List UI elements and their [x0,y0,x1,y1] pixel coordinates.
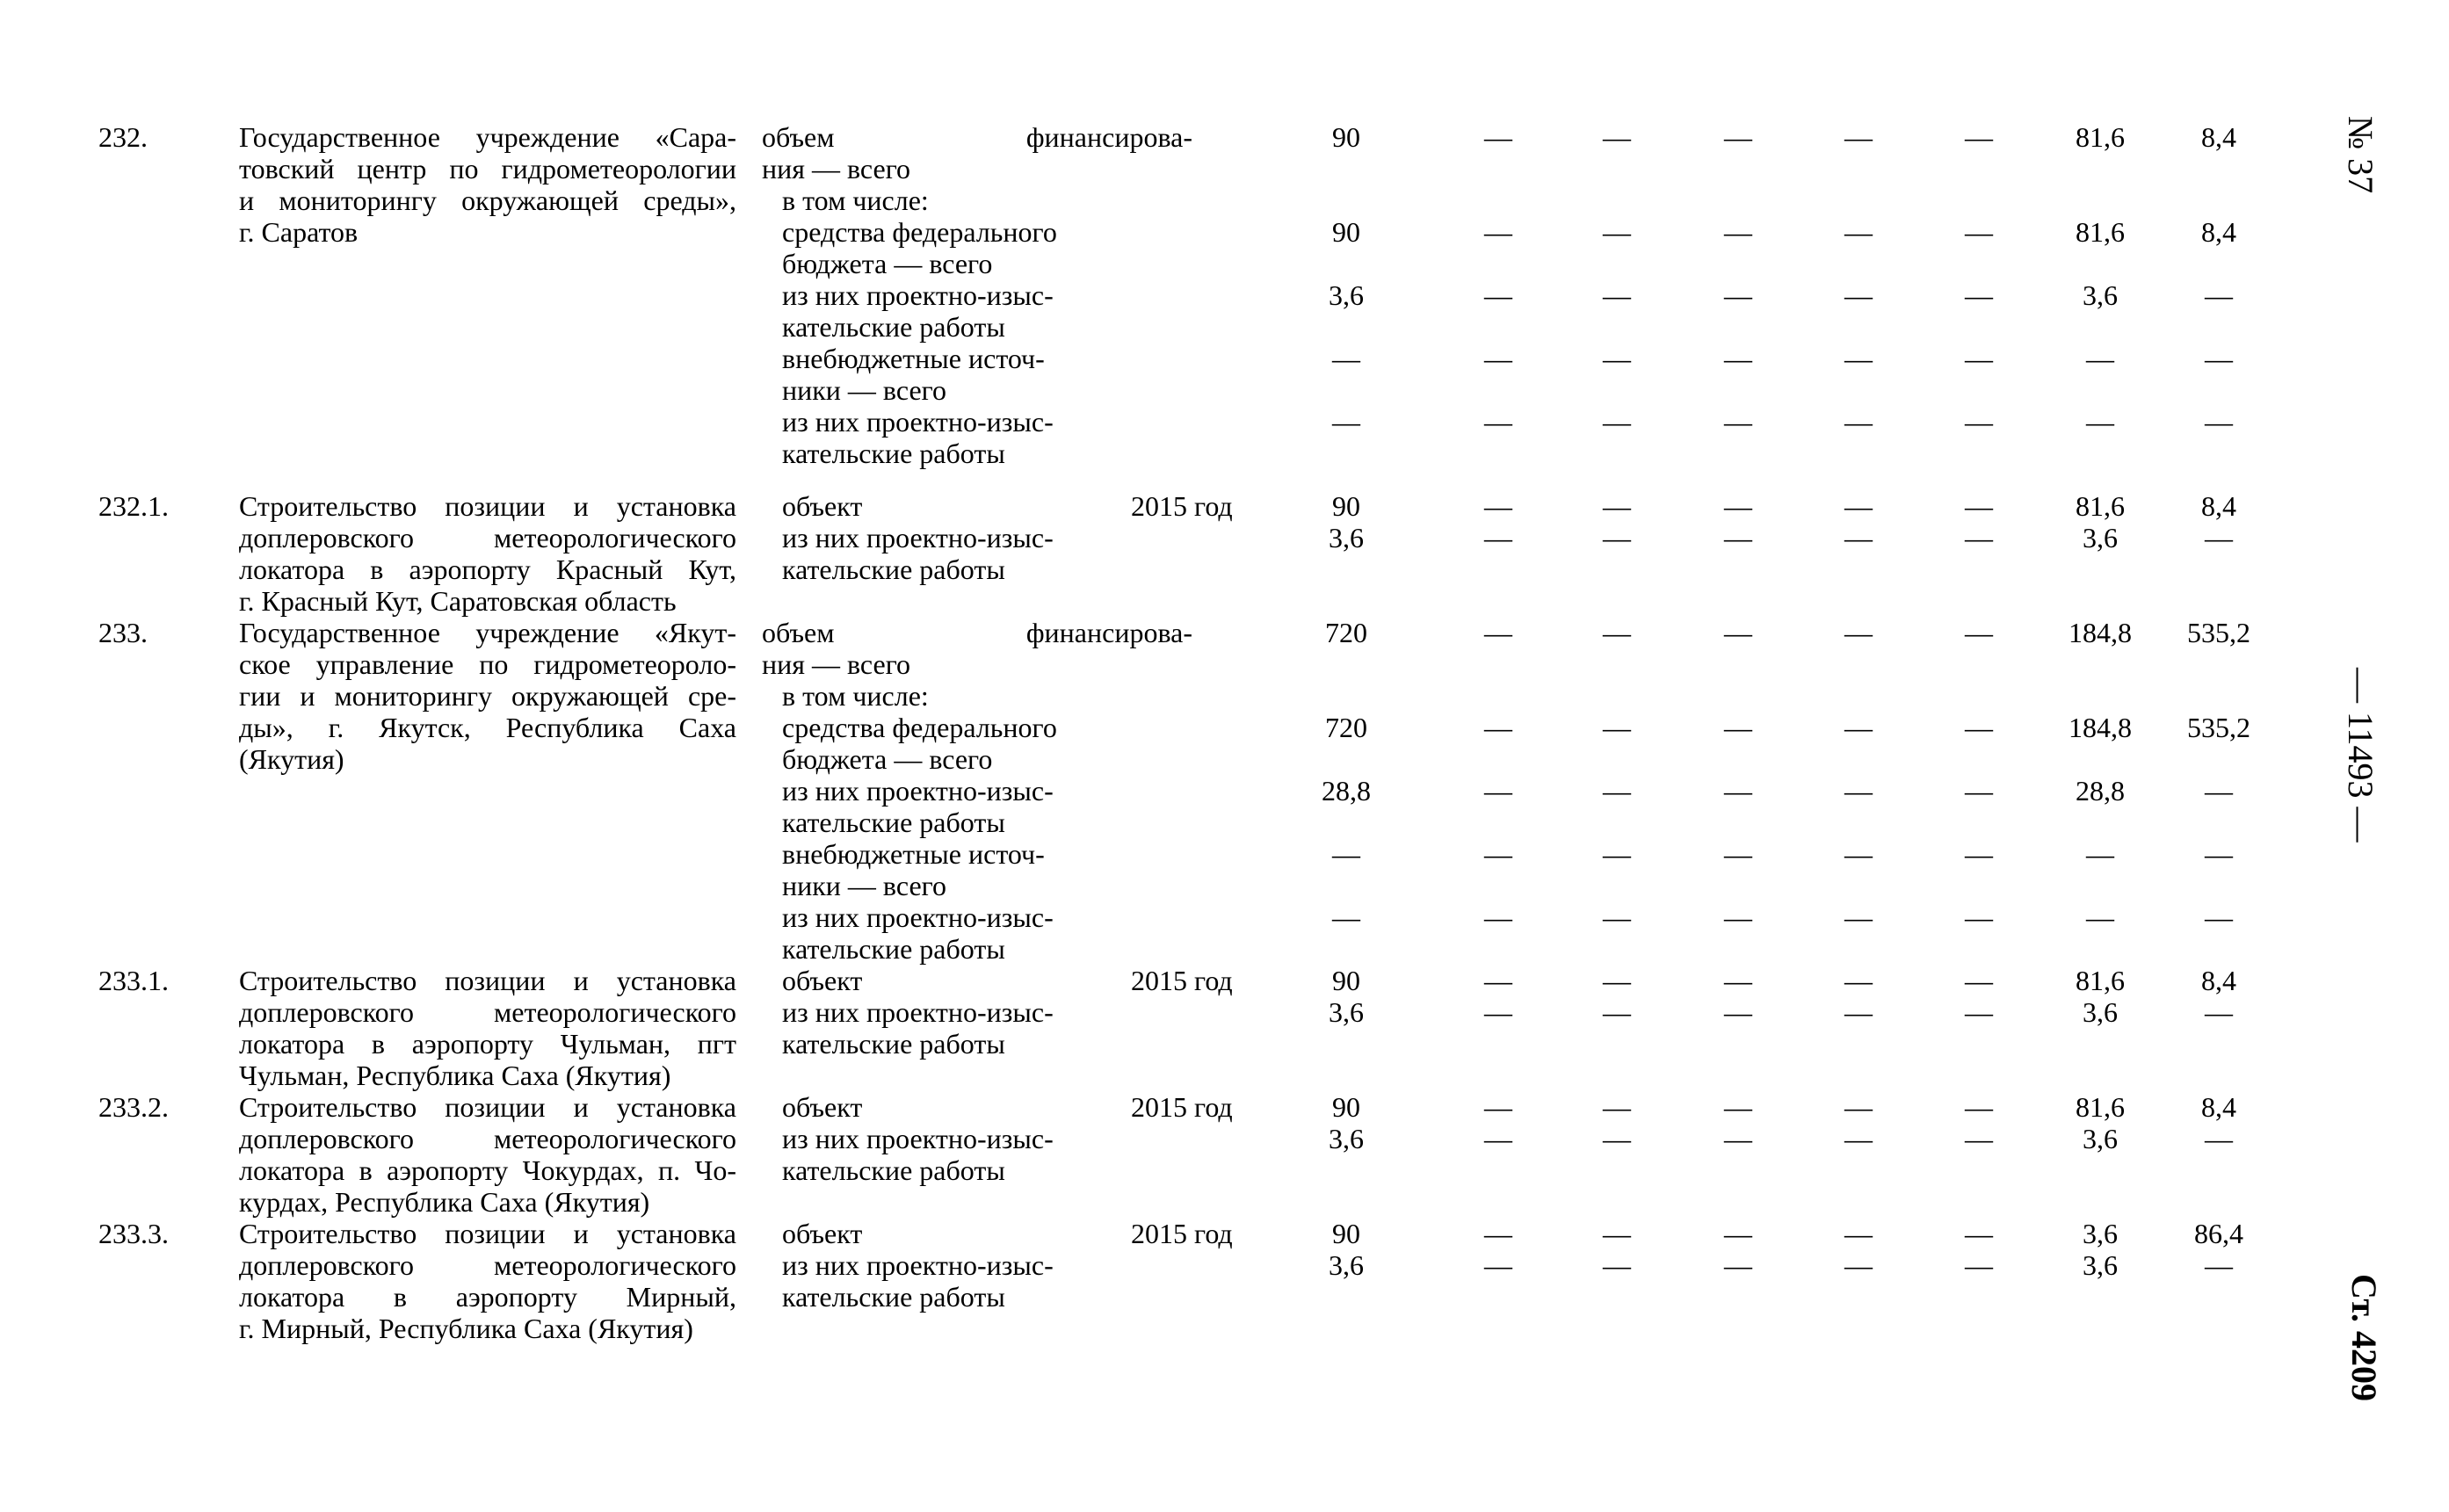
row-type-line: кательские работы [782,553,1005,585]
value-col-8: 535,2 [2187,712,2250,743]
value-col-6: — [1965,406,1993,438]
value-col-2: — [1484,901,1512,933]
value-col-3: — [1603,216,1631,248]
value-col-6: — [1965,343,1993,374]
row-year: 2015 год [1131,1218,1233,1249]
row-type-line: из них проектно-изыс- [782,279,1054,311]
value-col-5: — [1844,965,1873,996]
row-type-line: из них проектно-изыс- [782,1249,1054,1281]
value-col-8: — [2205,996,2233,1028]
value-col-2: — [1484,279,1512,311]
financing-table [98,121,2295,1344]
value-col-4: — [1724,522,1752,553]
value-col-5: — [1844,617,1873,648]
row-type [782,965,862,996]
row-number: 232.1. [98,490,169,522]
row-type [782,775,1054,838]
value-col-6: — [1965,1091,1993,1123]
row-name [239,617,736,775]
value-col-3: — [1603,406,1631,438]
value-total: 90 [1332,490,1360,522]
row-type-line: ния — всего [762,648,911,680]
value-col-7: 81,6 [2076,1091,2125,1123]
row-number: 233.3. [98,1218,169,1249]
value-col-8: 535,2 [2187,617,2250,648]
value-col-4: — [1724,121,1752,153]
value-col-6: — [1965,1249,1993,1281]
row-year: 2015 год [1131,1091,1233,1123]
value-col-5: — [1844,522,1873,553]
row-type-line: ники — всего [782,870,946,901]
value-col-7: — [2086,901,2114,933]
value-col-8: — [2205,838,2233,870]
value-col-8: — [2205,343,2233,374]
value-col-3: — [1603,996,1631,1028]
row-name-line: локатора в аэропорту Мирный, [239,1281,736,1313]
value-total: — [1332,901,1360,933]
row-name-line: доплеровского метеорологического [239,1249,736,1281]
value-col-7: — [2086,343,2114,374]
value-col-8: 8,4 [2201,216,2236,248]
value-col-3: — [1603,522,1631,553]
value-col-2: — [1484,1218,1512,1249]
row-name [239,121,736,248]
value-col-6: — [1965,121,1993,153]
value-col-3: — [1603,1249,1631,1281]
value-col-8: — [2205,901,2233,933]
value-col-2: — [1484,121,1512,153]
value-col-4: — [1724,712,1752,743]
table-row [98,490,2295,617]
row-type [782,406,1054,469]
value-col-6: — [1965,838,1993,870]
row-name-line: г. Красный Кут, Саратовская область [239,585,677,617]
value-col-3: — [1603,617,1631,648]
value-col-4: — [1724,965,1752,996]
row-number: 232. [98,121,148,153]
value-total: 3,6 [1329,522,1364,553]
value-col-7: — [2086,406,2114,438]
page-number: Ст. 4209 [2344,1274,2384,1401]
value-col-8: 8,4 [2201,490,2236,522]
value-col-6: — [1965,617,1993,648]
value-total: — [1332,406,1360,438]
row-name-line: доплеровского метеорологического [239,996,736,1028]
value-total: 3,6 [1329,279,1364,311]
table-row [98,121,2295,469]
value-col-8: — [2205,775,2233,807]
value-total: 90 [1332,1091,1360,1123]
value-col-3: — [1603,343,1631,374]
value-col-4: — [1724,1091,1752,1123]
table-row [98,1218,2295,1344]
value-col-7: 184,8 [2069,617,2132,648]
row-type [782,901,1054,965]
value-col-4: — [1724,490,1752,522]
value-col-6: — [1965,996,1993,1028]
value-total: 3,6 [1329,996,1364,1028]
row-type-line: кательские работы [782,933,1005,965]
value-total: 3,6 [1329,1123,1364,1154]
value-col-8: 8,4 [2201,965,2236,996]
value-total: 720 [1325,617,1367,648]
row-type [782,279,1054,343]
value-col-2: — [1484,775,1512,807]
row-name [239,1091,736,1218]
row-type-line: ники — всего [782,374,946,406]
row-name-line: Строительство позиции и установка [239,965,736,996]
value-col-6: — [1965,490,1993,522]
row-type [782,490,862,522]
row-type-line: внебюджетные источ- [782,343,1045,374]
value-col-4: — [1724,901,1752,933]
row-number: 233.1. [98,965,169,996]
value-col-5: — [1844,490,1873,522]
value-col-2: — [1484,1123,1512,1154]
row-type-line: из них проектно-изыс- [782,901,1054,933]
value-col-5: — [1844,996,1873,1028]
row-name-line: товский центр по гидрометеорологии [239,153,736,184]
value-col-5: — [1844,1249,1873,1281]
row-name-line: Государственное учреждение «Сара- [239,121,736,153]
row-type-line: объем финансирова- [762,617,1192,648]
value-col-4: — [1724,343,1752,374]
value-col-5: — [1844,343,1873,374]
value-total: 90 [1332,965,1360,996]
row-type-line: кательские работы [782,311,1005,343]
value-col-7: 3,6 [2083,1249,2118,1281]
value-col-7: 3,6 [2083,996,2118,1028]
row-type-line: объект [782,490,863,522]
value-col-7: 3,6 [2083,1123,2118,1154]
value-col-2: — [1484,406,1512,438]
value-col-4: — [1724,1249,1752,1281]
value-col-4: — [1724,406,1752,438]
row-type-line: кательские работы [782,1028,1005,1060]
row-type-line: из них проектно-изыс- [782,1123,1054,1154]
value-col-8: 8,4 [2201,121,2236,153]
row-type [782,996,1054,1060]
row-year: 2015 год [1131,965,1233,996]
value-col-8: — [2205,1249,2233,1281]
row-type-line: бюджета — всего [782,248,993,279]
row-type-line: из них проектно-изыс- [782,406,1054,438]
row-name-line: Чульман, Республика Саха (Якутия) [239,1060,671,1091]
row-name-line: и мониторингу окружающей среды», [239,184,736,216]
value-col-3: — [1603,279,1631,311]
value-col-6: — [1965,216,1993,248]
table-row [98,1091,2295,1218]
row-type [762,617,1192,680]
value-col-2: — [1484,522,1512,553]
value-col-3: — [1603,1123,1631,1154]
value-col-4: — [1724,617,1752,648]
row-type-line: объект [782,1218,863,1249]
value-col-6: — [1965,1218,1993,1249]
row-type-line: из них проектно-изыс- [782,775,1054,807]
value-col-7: 3,6 [2083,279,2118,311]
value-col-2: — [1484,617,1512,648]
row-type [782,1123,1054,1186]
value-col-3: — [1603,901,1631,933]
row-type [782,216,1057,279]
value-total: 28,8 [1322,775,1371,807]
value-col-5: — [1844,121,1873,153]
value-col-4: — [1724,838,1752,870]
row-name-line: Строительство позиции и установка [239,1091,736,1123]
row-type-line: объект [782,1091,863,1123]
value-total: — [1332,343,1360,374]
value-col-7: 81,6 [2076,965,2125,996]
value-col-4: — [1724,279,1752,311]
value-col-5: — [1844,712,1873,743]
row-type [782,1091,862,1123]
value-col-3: — [1603,712,1631,743]
row-name-line: Государственное учреждение «Якут- [239,617,736,648]
value-col-5: — [1844,279,1873,311]
value-col-8: — [2205,406,2233,438]
row-name-line: ское управление по гидрометеороло- [239,648,736,680]
row-type-line: бюджета — всего [782,743,993,775]
row-name [239,965,736,1091]
value-col-5: — [1844,406,1873,438]
row-name-line: гии и мониторингу окружающей сре- [239,680,736,712]
value-col-2: — [1484,343,1512,374]
row-name-line: Строительство позиции и установка [239,1218,736,1249]
row-type [782,1249,1054,1313]
value-col-7: — [2086,838,2114,870]
row-type [762,121,1192,184]
row-name-line: (Якутия) [239,743,344,775]
value-total: — [1332,838,1360,870]
value-col-5: — [1844,1123,1873,1154]
value-total: 720 [1325,712,1367,743]
row-type-line: ния — всего [762,153,911,184]
document-number: — 11493 — [2341,668,2380,843]
value-col-6: — [1965,1123,1993,1154]
row-type-line: в том числе: [782,680,929,712]
row-type-line: кательские работы [782,1154,1005,1186]
row-name-line: г. Мирный, Республика Саха (Якутия) [239,1313,693,1344]
value-col-3: — [1603,838,1631,870]
value-col-3: — [1603,1091,1631,1123]
row-type-line: объект [782,965,863,996]
value-col-2: — [1484,996,1512,1028]
value-col-5: — [1844,1218,1873,1249]
value-col-8: — [2205,522,2233,553]
row-type-line: из них проектно-изыс- [782,996,1054,1028]
row-type-line: кательские работы [782,807,1005,838]
value-col-5: — [1844,216,1873,248]
row-name-line: доплеровского метеорологического [239,522,736,553]
value-total: 90 [1332,216,1360,248]
row-type-line: из них проектно-изыс- [782,522,1054,553]
value-col-2: — [1484,1249,1512,1281]
row-year: 2015 год [1131,490,1233,522]
value-col-2: — [1484,712,1512,743]
value-col-3: — [1603,775,1631,807]
row-number: 233. [98,617,148,648]
value-col-3: — [1603,490,1631,522]
value-col-7: 81,6 [2076,490,2125,522]
value-col-8: — [2205,1123,2233,1154]
value-total: 90 [1332,1218,1360,1249]
value-total: 3,6 [1329,1249,1364,1281]
row-name-line: курдах, Республика Саха (Якутия) [239,1186,650,1218]
value-col-4: — [1724,1218,1752,1249]
row-name [239,490,736,617]
row-name-line: локатора в аэропорту Красный Кут, [239,553,736,585]
row-type-line: средства федерального [782,712,1057,743]
row-name-line: локатора в аэропорту Чокурдах, п. Чо- [239,1154,736,1186]
value-col-4: — [1724,775,1752,807]
value-col-8: 8,4 [2201,1091,2236,1123]
value-col-2: — [1484,490,1512,522]
row-type-line: кательские работы [782,438,1005,469]
row-number: 233.2. [98,1091,169,1123]
value-col-2: — [1484,965,1512,996]
value-col-6: — [1965,965,1993,996]
value-col-3: — [1603,1218,1631,1249]
value-col-5: — [1844,775,1873,807]
row-type [782,712,1057,775]
value-col-2: — [1484,838,1512,870]
row-name [239,1218,736,1344]
value-col-5: — [1844,838,1873,870]
row-type-line: внебюджетные источ- [782,838,1045,870]
value-col-6: — [1965,901,1993,933]
value-col-5: — [1844,1091,1873,1123]
value-col-5: — [1844,901,1873,933]
value-col-4: — [1724,996,1752,1028]
row-type [782,680,929,712]
table-row [98,617,2295,965]
value-col-7: 81,6 [2076,121,2125,153]
value-col-3: — [1603,965,1631,996]
row-name-line: доплеровского метеорологического [239,1123,736,1154]
row-type-line: кательские работы [782,1281,1005,1313]
value-col-3: — [1603,121,1631,153]
row-type [782,184,929,216]
value-col-7: 184,8 [2069,712,2132,743]
value-total: 90 [1332,121,1360,153]
value-col-6: — [1965,775,1993,807]
value-col-6: — [1965,279,1993,311]
row-type [782,1218,862,1249]
value-col-4: — [1724,1123,1752,1154]
issue-number: № 37 [2341,116,2380,194]
row-type [782,343,1045,406]
row-type [782,838,1045,901]
value-col-4: — [1724,216,1752,248]
value-col-7: 3,6 [2083,522,2118,553]
value-col-6: — [1965,712,1993,743]
value-col-7: 3,6 [2083,1218,2118,1249]
row-name-line: локатора в аэропорту Чульман, пгт [239,1028,736,1060]
value-col-2: — [1484,216,1512,248]
row-type [782,522,1054,585]
row-name-line: Строительство позиции и установка [239,490,736,522]
value-col-2: — [1484,1091,1512,1123]
row-type-line: средства федерального [782,216,1057,248]
value-col-8: — [2205,279,2233,311]
row-name-line: ды», г. Якутск, Республика Саха [239,712,736,743]
table-row [98,965,2295,1091]
value-col-7: 81,6 [2076,216,2125,248]
row-name-line: г. Саратов [239,216,359,248]
value-col-8: 86,4 [2194,1218,2243,1249]
value-col-6: — [1965,522,1993,553]
row-type-line: в том числе: [782,184,929,216]
value-col-7: 28,8 [2076,775,2125,807]
row-type-line: объем финансирова- [762,121,1192,153]
